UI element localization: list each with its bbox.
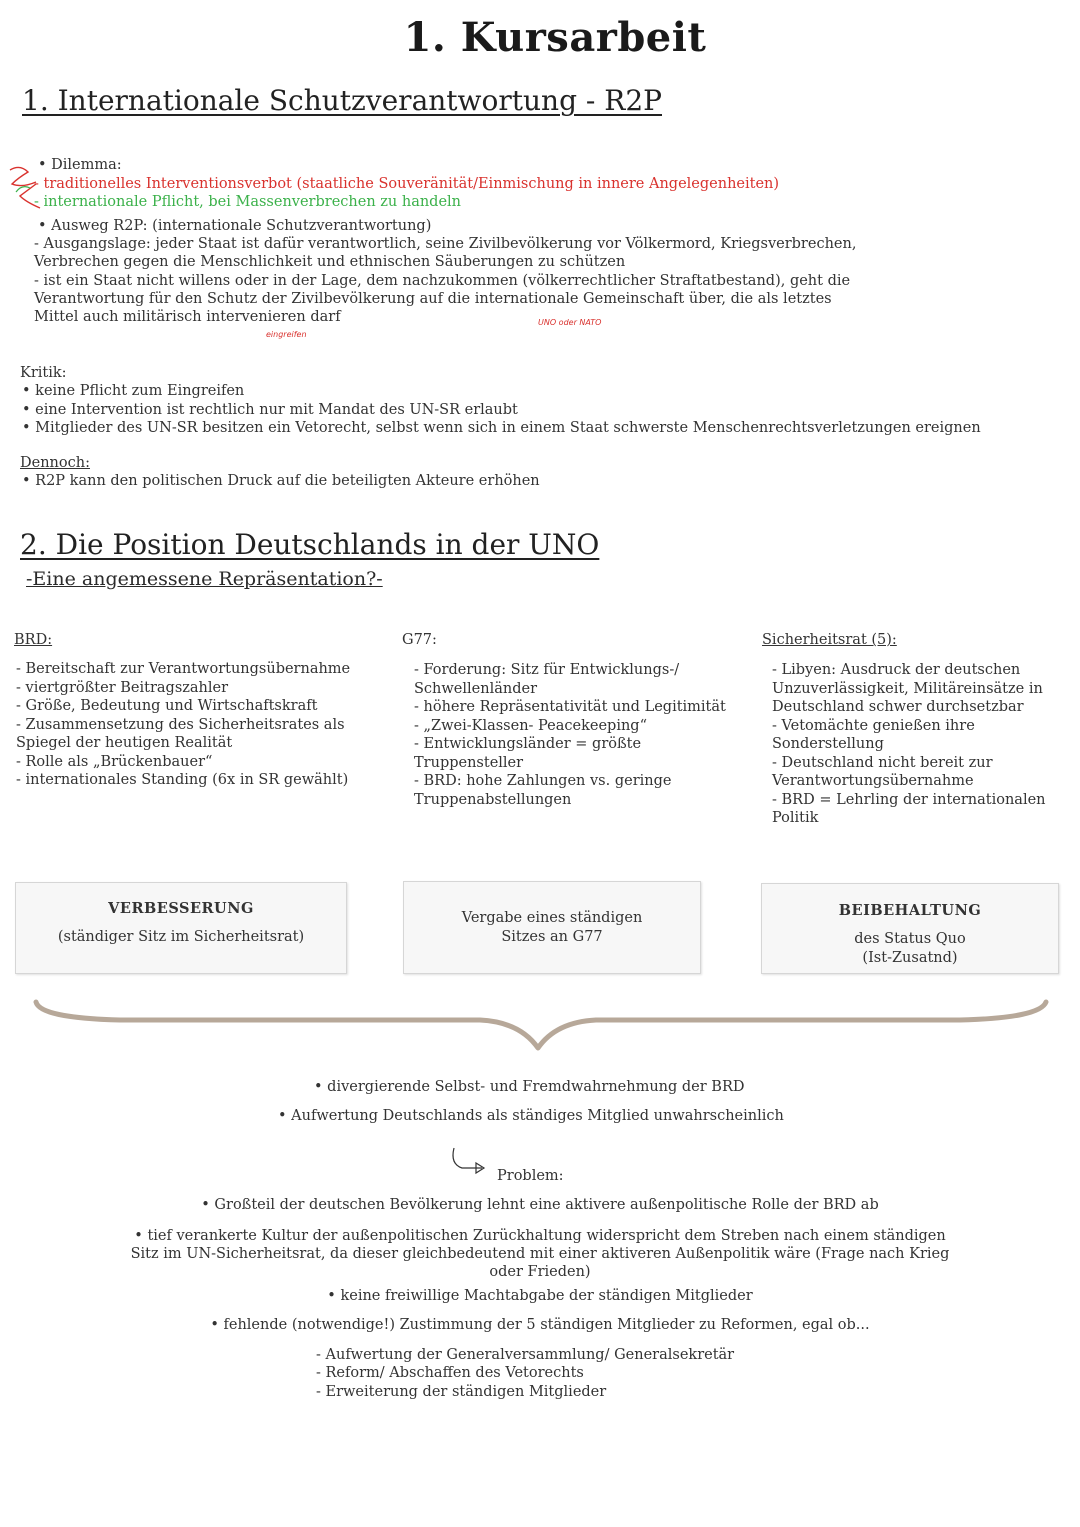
g77-line: - „Zwei-Klassen- Peacekeeping“ (414, 717, 647, 734)
problem-label: Problem: (497, 1168, 564, 1184)
conclusion-item: • divergierende Selbst- und Fremdwahrnehmung der BRD (314, 1079, 745, 1095)
brd-line: - internationales Standing (6x in SR gewählt) (16, 772, 349, 788)
column-sicherheitsrat (772, 661, 1072, 828)
g77-line: - Forderung: Sitz für Entwicklungs-/ (414, 662, 680, 678)
reform-item: - Aufwertung der Generalversammlung/ Generalsekretär (316, 1347, 735, 1363)
sr-line: Verantwortungsübernahme (772, 773, 974, 789)
problem-item: oder Frieden) (489, 1264, 591, 1280)
dilemma-label: • Dilemma: (38, 157, 122, 173)
g77-line: Schwellenländer (414, 680, 537, 697)
box-line: Vergabe eines ständigen (461, 910, 643, 926)
sr-line: - Deutschland nicht bereit zur (772, 754, 993, 771)
kritik-label: Kritik: (20, 365, 67, 381)
r2p-line: - ist ein Staat nicht willens oder in der Lage, dem nachzukommen (völkerrechtlicher Straftatbestand), geht die (34, 273, 851, 289)
sr-line: Deutschland schwer durchsetzbar (772, 699, 1024, 715)
g77-line: - BRD: hohe Zahlungen vs. geringe (414, 773, 672, 789)
section2-subheading: -Eine angemessene Repräsentation?- (26, 568, 383, 590)
sr-line: Unzuverlässigkeit, Militäreinsätze in (772, 680, 1043, 697)
g77-line: Truppenabstellungen (414, 791, 572, 808)
sr-line: - Libyen: Ausdruck der deutschen (772, 662, 1021, 678)
g77-line: - höhere Repräsentativität und Legitimität (414, 699, 726, 715)
problem-item: • fehlende (notwendige!) Zustimmung der 5 ständigen Mitglieder zu Reformen, egal ob... (210, 1317, 870, 1333)
reform-item: - Erweiterung der ständigen Mitglieder (316, 1384, 607, 1400)
column-title-sicherheitsrat: Sicherheitsrat (5): (762, 632, 897, 648)
kritik-item: • eine Intervention ist rechtlich nur mit Mandat des UN-SR erlaubt (22, 402, 518, 418)
dennoch-label: Dennoch: (20, 455, 90, 471)
problem-item: • keine freiwillige Machtabgabe der ständigen Mitglieder (327, 1288, 753, 1304)
reform-item: - Reform/ Abschaffen des Vetorechts (316, 1365, 584, 1381)
brd-line: - Rolle als „Brückenbauer“ (16, 753, 213, 770)
kritik-item: • Mitglieder des UN-SR besitzen ein Vetorecht, selbst wenn sich in einem Staat schwerste Menschenrechtsverletzungen ereignen (22, 420, 981, 436)
brd-line: - viertgrößter Beitragszahler (16, 679, 229, 696)
problem-item: Sitz im UN-Sicherheitsrat, da dieser gleichbedeutend mit einer aktiveren Außenpolitik wäre (Frage nach Krieg (130, 1246, 950, 1262)
problem-item: • tief verankerte Kultur der außenpolitischen Zurückhaltung widerspricht dem Streben nach einem ständigen (134, 1228, 946, 1244)
r2p-line: Verbrechen gegen die Menschlichkeit und ethnischen Säuberungen zu schützen (34, 254, 626, 270)
brd-line: - Bereitschaft zur Verantwortungsübernahme (16, 661, 351, 677)
column-title-g77: G77: (402, 632, 437, 648)
r2p-line: - Ausgangslage: jeder Staat ist dafür verantwortlich, seine Zivilbevölkerung vor Völkermord, Kriegsverbrechen, (34, 236, 857, 252)
sr-line: - Vetomächte genießen ihre (772, 717, 975, 734)
dilemma-red: - traditionelles Interventionsverbot (staatliche Souveränität/Einmischung in innere Angelegenheiten) (34, 176, 780, 192)
page-title: 1. Kursarbeit (403, 14, 707, 61)
brd-line: Spiegel der heutigen Realität (16, 735, 233, 751)
turn-arrow-icon (448, 1146, 488, 1176)
box-line: (Ist-Zusatnd) (862, 950, 958, 966)
box-title: BEIBEHALTUNG (838, 902, 982, 919)
curly-brace-icon (0, 990, 1080, 1060)
g77-line: - Entwicklungsländer = größte (414, 736, 642, 752)
sr-line: Politik (772, 810, 819, 826)
column-title-brd: BRD: (14, 632, 53, 648)
dilemma-green: - internationale Pflicht, bei Massenverbrechen zu handeln (34, 194, 462, 210)
option-box-beibehaltung (761, 883, 1059, 974)
handnote-uno-nato: UNO oder NATO (538, 318, 602, 327)
handnote-eingreifen: eingreifen (266, 330, 307, 339)
section1-heading: 1. Internationale Schutzverantwortung - R2P (22, 84, 662, 117)
box-title: VERBESSERUNG (108, 900, 254, 917)
sr-line: - BRD = Lehrling der internationalen (772, 791, 1046, 808)
option-box-verbesserung (15, 882, 347, 974)
conclusion-item: • Aufwertung Deutschlands als ständiges Mitglied unwahrscheinlich (278, 1108, 784, 1124)
r2p-line: Mittel auch militärisch intervenieren darf (34, 309, 341, 325)
g77-line: Truppensteller (414, 754, 524, 771)
box-line: Sitzes an G77 (501, 929, 603, 945)
brd-line: - Zusammensetzung des Sicherheitsrates als (16, 716, 345, 733)
column-brd (16, 660, 386, 790)
sr-line: Sonderstellung (772, 736, 884, 752)
section2-heading: 2. Die Position Deutschlands in der UNO (20, 528, 600, 561)
box-line: des Status Quo (854, 931, 966, 947)
ausweg: • Ausweg R2P: (internationale Schutzverantwortung) (38, 218, 432, 234)
r2p-line: Verantwortung für den Schutz der Zivilbevölkerung auf die internationale Gemeinschaft über, die als letztes (34, 291, 832, 307)
box-text: (ständiger Sitz im Sicherheitsrat) (57, 929, 305, 945)
problem-item: • Großteil der deutschen Bevölkerung lehnt eine aktivere außenpolitische Rolle der BRD ab (201, 1197, 879, 1213)
column-g77 (414, 661, 754, 809)
dennoch-item: • R2P kann den politischen Druck auf die beteiligten Akteure erhöhen (22, 473, 540, 489)
option-box-g77 (403, 881, 701, 974)
brd-line: - Größe, Bedeutung und Wirtschaftskraft (16, 698, 318, 714)
kritik-item: • keine Pflicht zum Eingreifen (22, 383, 245, 399)
